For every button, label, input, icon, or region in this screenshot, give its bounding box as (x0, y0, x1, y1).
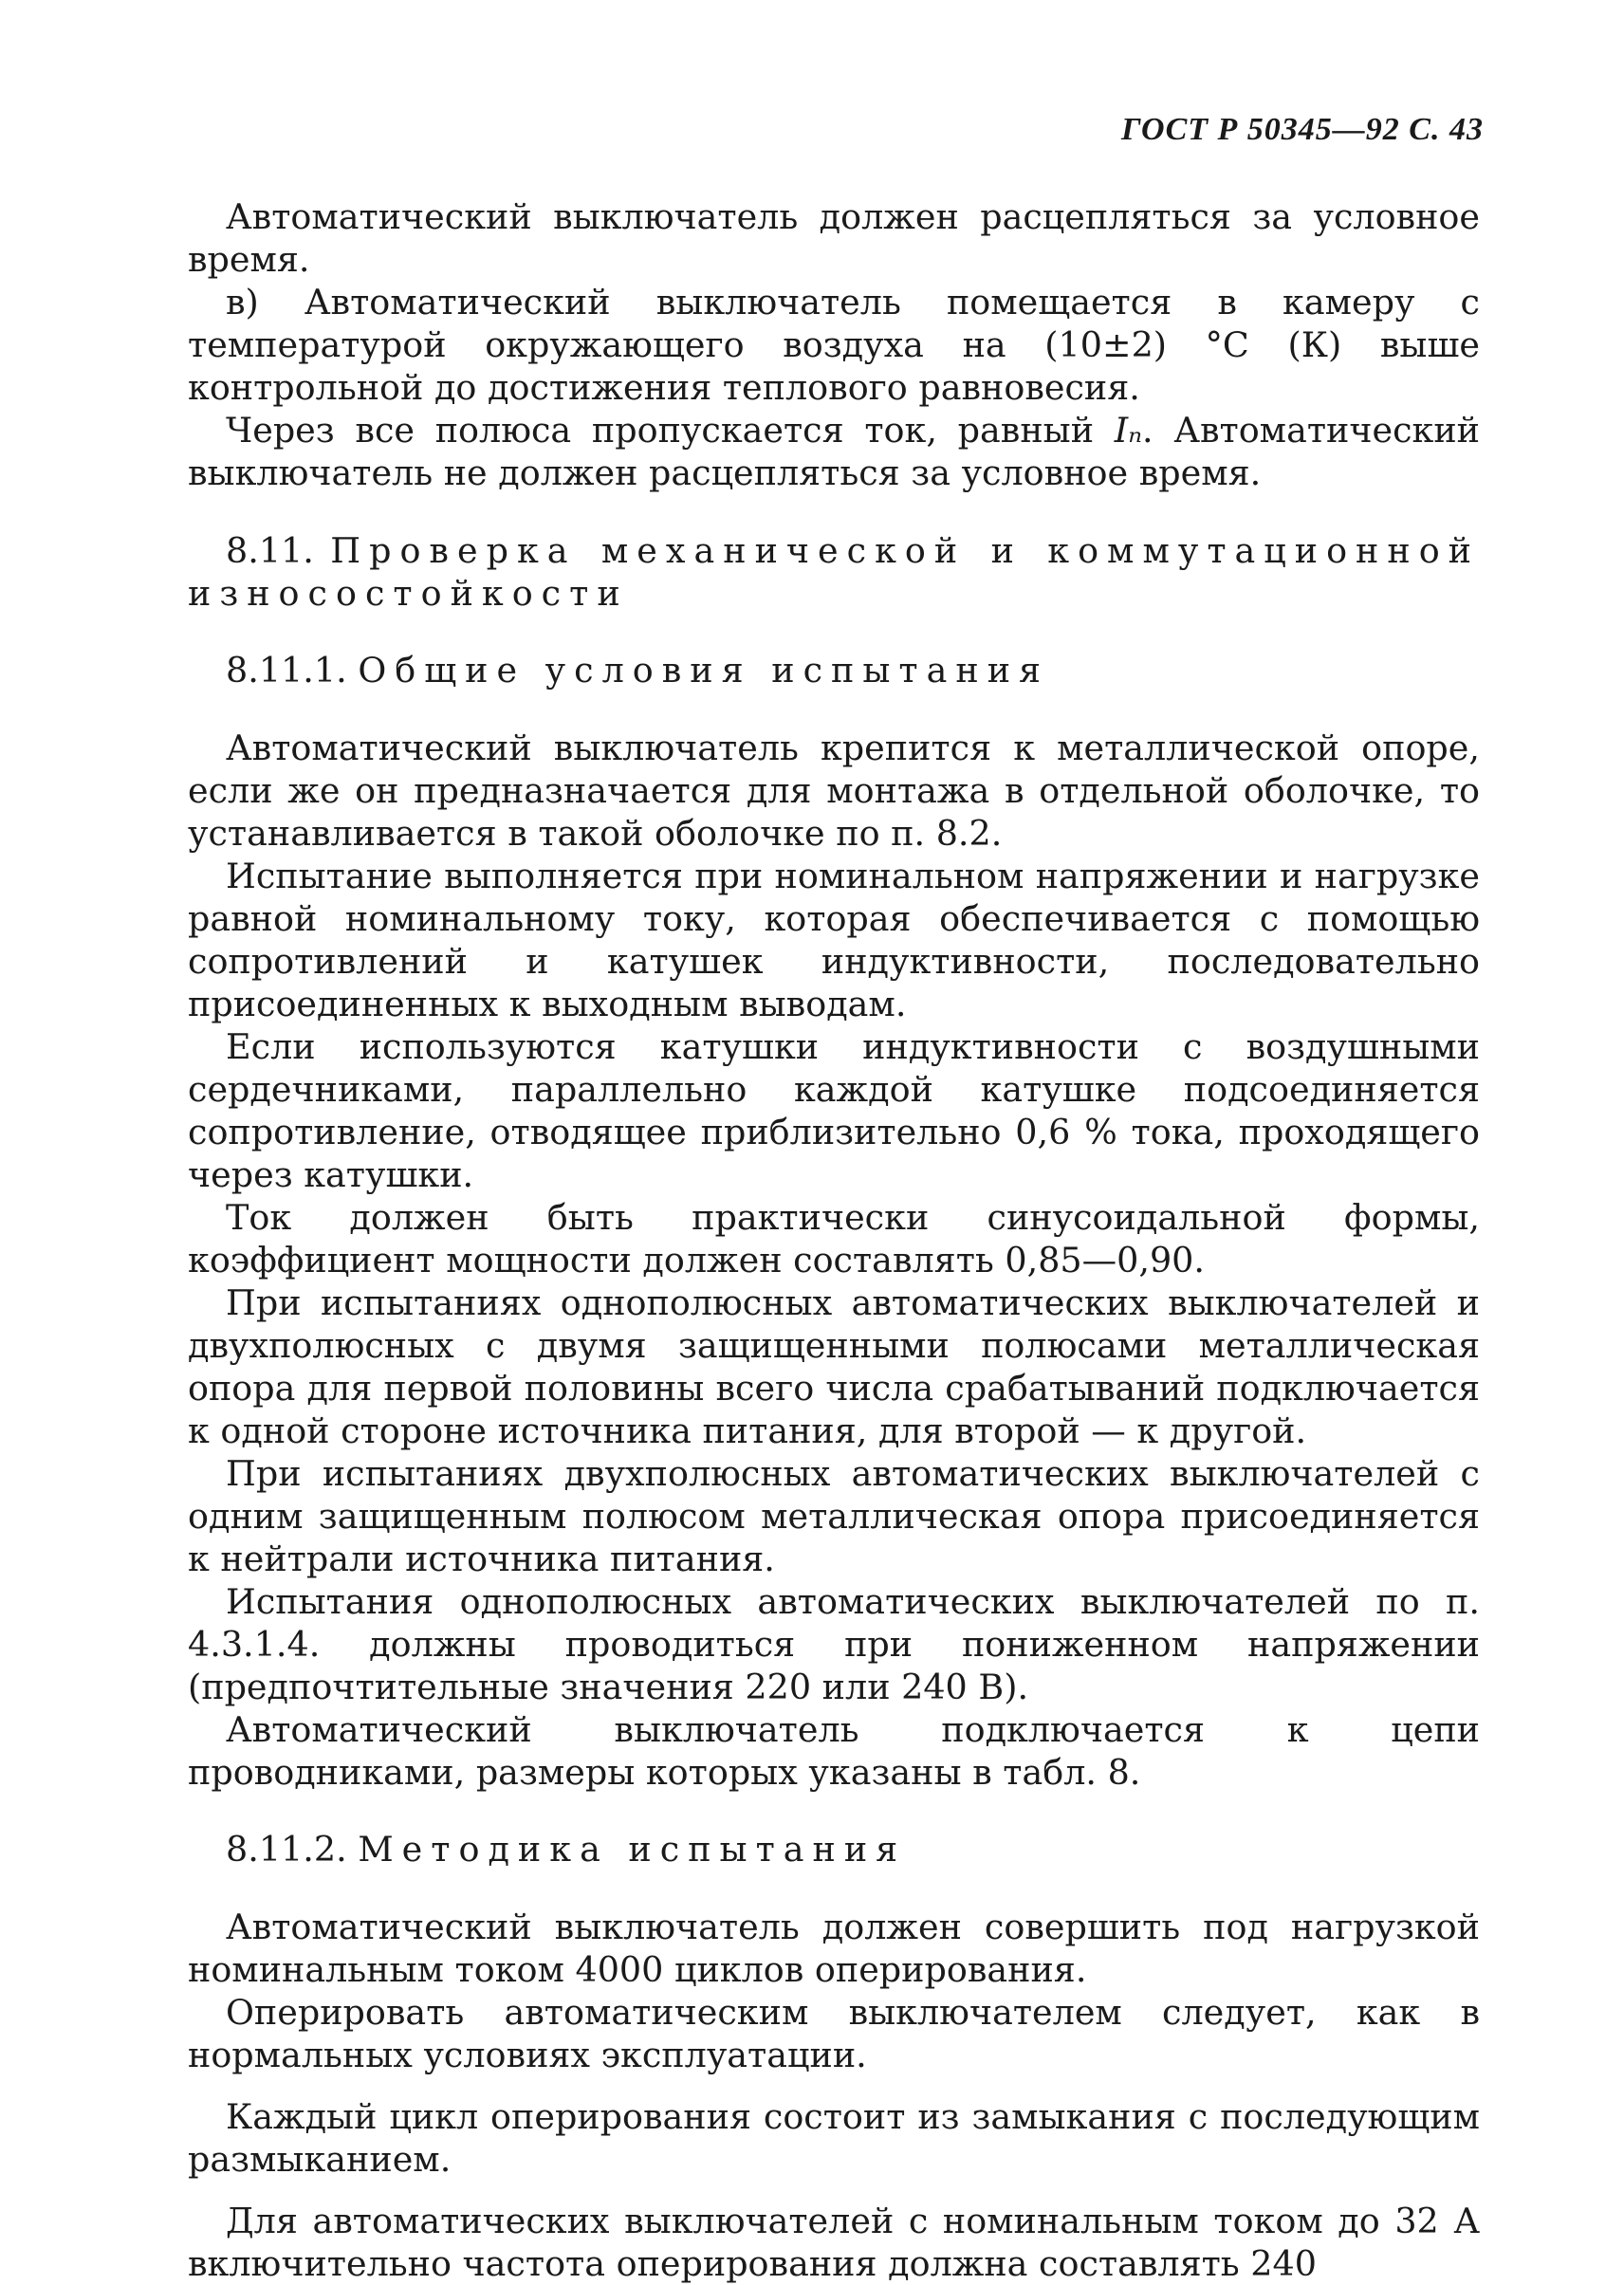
paragraph: Ток должен быть практически синусоидальной формы, коэффициент мощности должен составлять 0,85—0,90. (188, 1196, 1480, 1281)
section-number: 8.11.2. (226, 1829, 347, 1870)
text-run: Через все полюса пропускается ток, равный (226, 410, 1115, 451)
section-number: 8.11.1. (226, 650, 347, 691)
section-title: Общие условия испытания (358, 650, 1050, 691)
paragraph: Автоматический выключатель подключается к цепи проводниками, размеры которых указаны в табл. 8. (188, 1708, 1480, 1793)
paragraph: При испытаниях однополюсных автоматических выключателей и двухполюсных с двумя защищенными полюсами металлическая опора для первой половины всего числа срабатываний подключается к одной стороне источника питания, для второй — к другой. (188, 1281, 1480, 1451)
paragraph: Автоматический выключатель должен расцепляться за условное время. (188, 196, 1480, 280)
text-run: . Автоматический выключатель не должен расцепляться за условное время. (188, 410, 1480, 493)
current-symbol: Iₙ (1114, 410, 1142, 451)
paragraph: Если используются катушки индуктивности с воздушными сердечниками, параллельно каждой катушке подсоединяется сопротивление, отводящее приблизительно 0,6 % тока, проходящего через катушки. (188, 1025, 1480, 1195)
paragraph: Испытания однополюсных автоматических выключателей по п. 4.3.1.4. должны проводиться при пониженном напряжении (предпочтительные значения 220 или 240 В). (188, 1580, 1480, 1707)
paragraph: Автоматический выключатель крепится к металлической опоре, если же он предназначается для монтажа в отдельной оболочке, то устанавливается в такой оболочке по п. 8.2. (188, 727, 1480, 854)
section-number: 8.11. (226, 529, 314, 571)
paragraph: При испытаниях двухполюсных автоматических выключателей с одним защищенным полюсом металлическая опора присоединяется к нейтрали источника питания. (188, 1452, 1480, 1579)
section-heading-8-11 (188, 529, 1480, 615)
section-heading-8-11-2 (188, 1828, 1480, 1870)
paragraph: Испытание выполняется при номинальном напряжении и нагрузке равной номинальному току, которая обеспечивается с помощью сопротивлений и катушек индуктивности, последовательно присоединенных к выходным выводам. (188, 855, 1480, 1024)
body-text (188, 195, 1480, 2285)
section-heading-8-11-1 (188, 649, 1480, 691)
paragraph: Каждый цикл оперирования состоит из замыкания с последующим размыканием. (188, 2095, 1480, 2180)
section-title: Проверка механической и коммутационной износостойкости (188, 529, 1481, 614)
paragraph (188, 409, 1480, 494)
paragraph-item-v: в) Автоматический выключатель помещается в камеру с температурой окружающего воздуха на (10±2) °С (К) выше контрольной до достижения теплового равновесия. (188, 282, 1480, 408)
paragraph: Автоматический выключатель должен совершить под нагрузкой номинальным током 4000 циклов оперирования. (188, 1906, 1480, 1990)
section-title: Методика испытания (358, 1829, 907, 1870)
paragraph: Оперировать автоматическим выключателем следует, как в нормальных условиях эксплуатации. (188, 1991, 1480, 2075)
running-head: ГОСТ Р 50345—92 С. 43 (1120, 112, 1484, 147)
paragraph: Для автоматических выключателей с номинальным током до 32 А включительно частота оперирования должна составлять 240 (188, 2200, 1480, 2284)
